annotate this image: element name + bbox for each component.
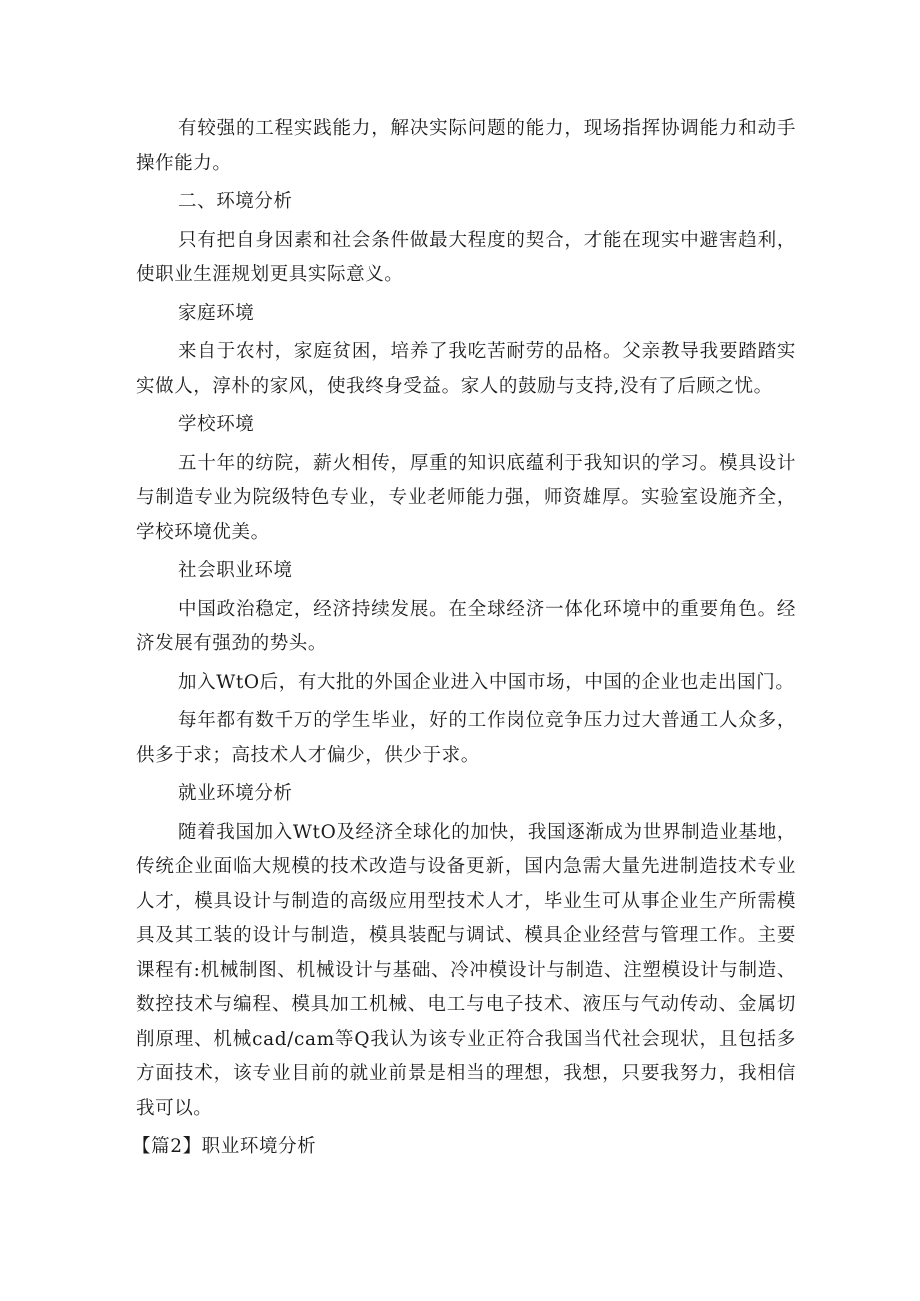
paragraph-social-career-3: 每年都有数千万的学生毕业，好的工作岗位竞争压力过大普通工人众多，供多于求；高技术人才偏少，供少于求。 (136, 710, 796, 766)
heading-school-environment: 学校环境 (178, 414, 255, 435)
heading-family-environment: 家庭环境 (178, 302, 255, 324)
paragraph-social-career-1: 中国政治稳定，经济持续发展。在全球经济一体化环境中的重要角色。经济发展有强劲的势头。 (136, 598, 796, 654)
paragraph-ability: 有较强的工程实践能力，解决实际问题的能力，现场指挥协调能力和动手操作能力。 (136, 118, 796, 174)
document-body (132, 112, 796, 1165)
heading-employment-analysis: 就业环境分析 (178, 783, 293, 804)
section-heading-part-2: 【篇2】职业环境分析 (132, 1136, 317, 1157)
heading-social-career-environment: 社会职业环境 (178, 560, 293, 581)
paragraph-social-career-2: 加入WtO后，有大批的外国企业进入中国市场，中国的企业也走出国门。 (178, 671, 795, 693)
paragraph-environment-intro: 只有把自身因素和社会条件做最大程度的契合，才能在现实中避害趋利，使职业生涯规划更具实际意义。 (136, 229, 796, 285)
heading-environment-analysis: 二、环境分析 (178, 191, 293, 212)
paragraph-family-environment: 来自于农村，家庭贫困，培养了我吃苦耐劳的品格。父亲教导我要踏踏实实做人，淳朴的家风，使我终身受益。家人的鼓励与支持,没有了后顾之忧。 (136, 341, 796, 397)
paragraph-employment-analysis: 随着我国加入WtO及经济全球化的加快，我国逐渐成为世界制造业基地，传统企业面临大规模的技术改造与设备更新，国内急需大量先进制造技术专业人才，模具设计与制造的高级应用型技术人才，毕业生可从事企业生产所需模具及其工装的设计与制造，模具装配与调试、模具企业经营与管理工作。主要课程有:机械制图、机械设计与基础、冷冲模设计与制造、注塑模设计与制造、数控技术与编程、模具加工机械、电工与电子技术、液压与气动传动、金属切削原理、机械cad/cam等Q我认为该专业正符合我国当代社会现状，且包括多方面技术，该专业目前的就业前景是相当的理想，我想，只要我努力，我相信我可以。 (136, 821, 796, 1119)
paragraph-school-environment: 五十年的纺院，薪火相传，厚重的知识底蕴利于我知识的学习。模具设计与制造专业为院级特色专业，专业老师能力强，师资雄厚。实验室设施齐全，学校环境优美。 (136, 452, 796, 543)
